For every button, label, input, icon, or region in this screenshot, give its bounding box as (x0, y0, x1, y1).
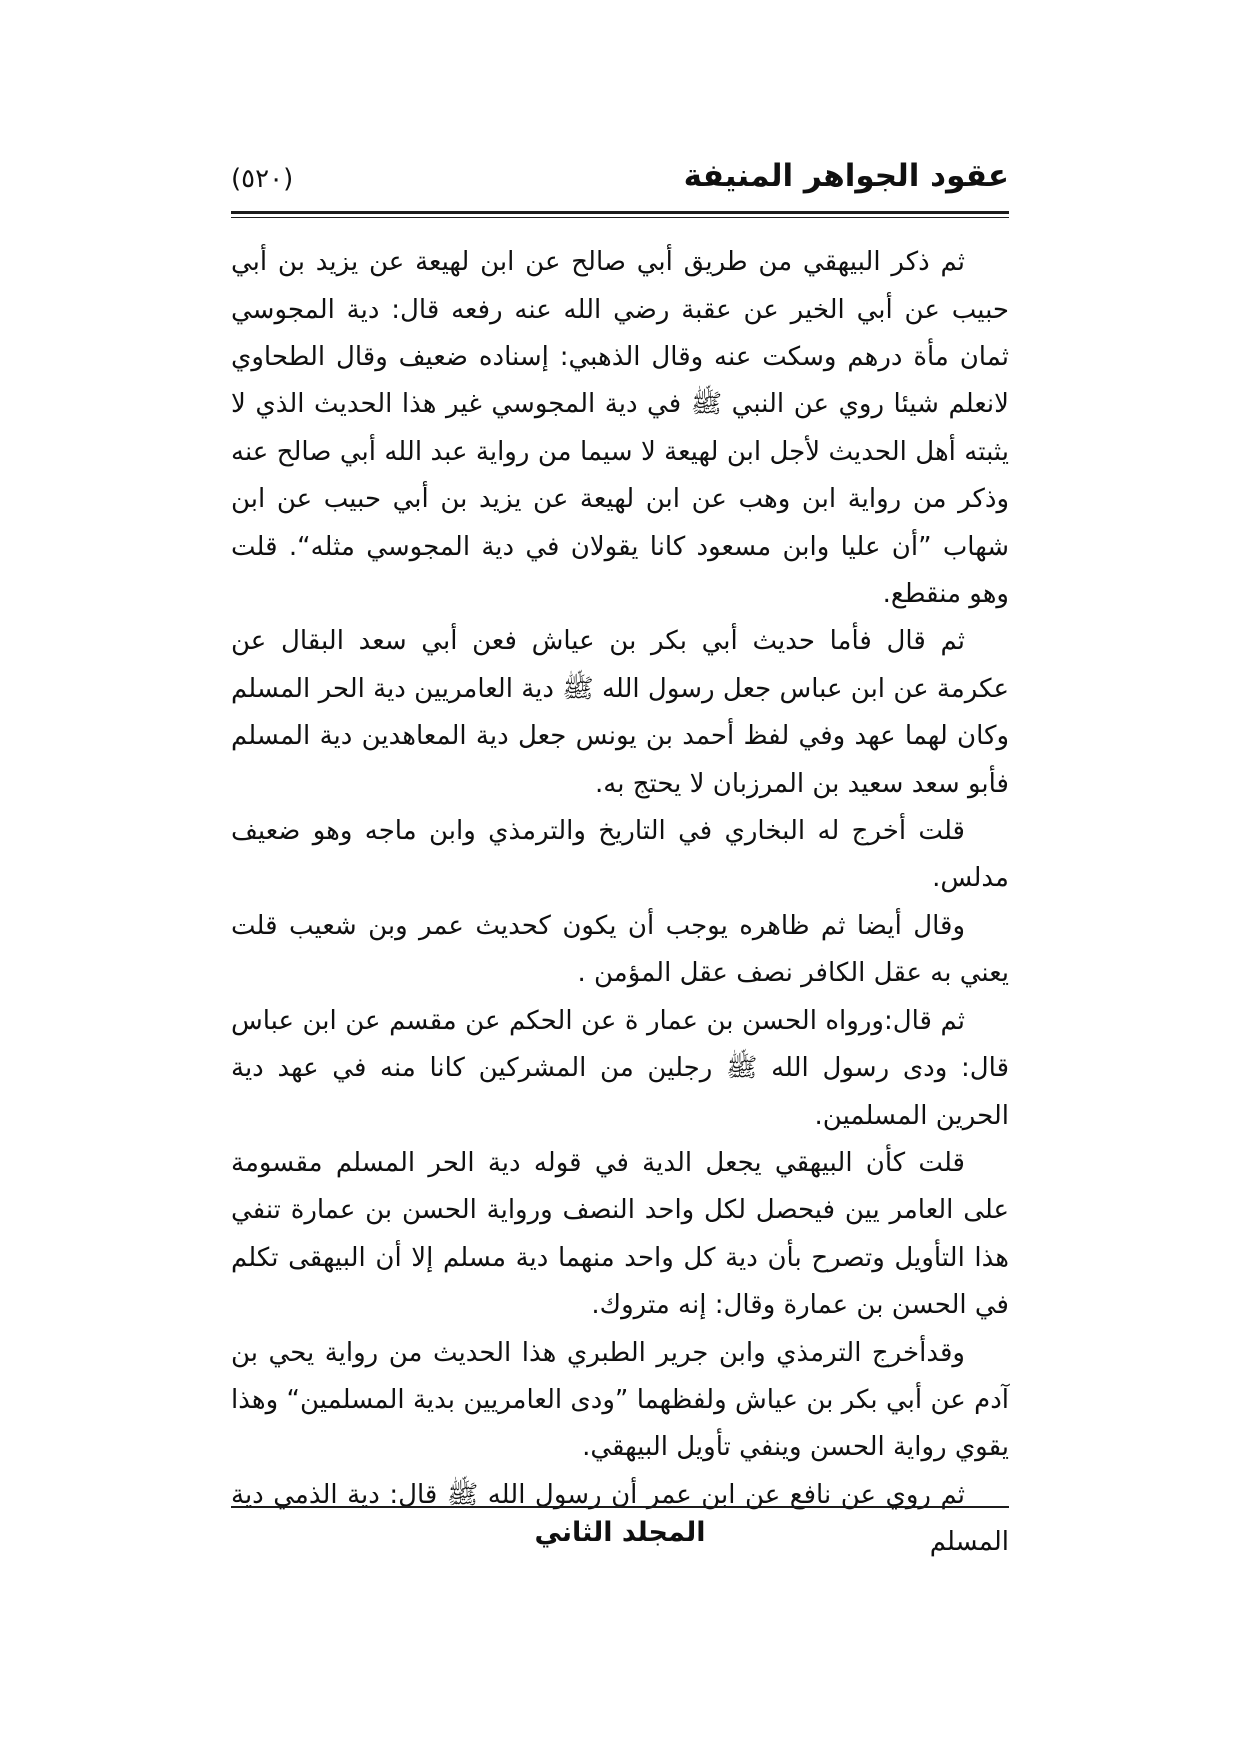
paragraph: ثم ذكر البيهقي من طريق أبي صالح عن ابن لهيعة عن يزيد بن أبي حبيب عن أبي الخير عن عقبة رضي الله عنه رفعه قال: دية المجوسي ثمان مأة درهم وسكت عنه وقال الذهبي: إسناده ضعيف وقال الطحاوي لانعلم شيئا روي عن النبي ﷺ في دية المجوسي غير هذا الحديث الذي لا يثبته أهل الحديث لأجل ابن لهيعة لا سيما من رواية عبد الله أبي صالح عنه وذكر من رواية ابن وهب عن ابن لهيعة عن يزيد بن أبي حبيب عن ابن شهاب ”أن عليا وابن مسعود كانا يقولان في دية المجوسي مثله“. قلت وهو منقطع. (231, 247, 1009, 610)
page-content (231, 0, 1009, 1567)
paragraph: ثم روي عن نافع عن ابن عمر أن رسول الله ﷺ قال: دية الذمي دية المسلم (231, 1479, 1009, 1558)
volume-label: المجلد الثاني (534, 1517, 706, 1548)
page-header (231, 0, 1009, 195)
body-text (231, 239, 1009, 1566)
paragraph: قلت أخرج له البخاري في التاريخ والترمذي وابن ماجه وهو ضعيف مدلس. (231, 816, 1009, 894)
header-divider (231, 211, 1009, 218)
book-title: عقود الجواهر المنيفة (683, 158, 1009, 194)
paragraph: وقال أيضا ثم ظاهره يوجب أن يكون كحديث عمر وبن شعيب قلت يعني به عقل الكافر نصف عقل المؤمن . (231, 910, 1009, 989)
paragraph: ثم قال فأما حديث أبي بكر بن عياش فعن أبي سعد البقال عن عكرمة عن ابن عباس جعل رسول الله ﷺ دية العامريين دية الحر المسلم وكان لهما عهد وفي لفظ أحمد بن يونس جعل دية المعاهدين دية المسلم فأبو سعد سعيد بن المرزبان لا يحتج به. (231, 626, 1009, 799)
page-footer (231, 1506, 1009, 1548)
footer-divider (231, 1506, 1009, 1508)
page-number: (٥٢٠) (231, 164, 294, 194)
paragraph: ثم قال:ورواه الحسن بن عمار ة عن الحكم عن مقسم عن ابن عباس قال: ودى رسول الله ﷺ رجلين من المشركين كانا منه في عهد دية الحرين المسلمين. (231, 1005, 1009, 1131)
paragraph: وقدأخرج الترمذي وابن جرير الطبري هذا الحديث من رواية يحي بن آدم عن أبي بكر بن عياش ولفظهما ”ودى العامريين بدية المسلمين“ وهذا يقوي رواية الحسن وينفي تأويل البيهقي. (231, 1337, 1009, 1463)
paragraph: قلت كأن البيهقي يجعل الدية في قوله دية الحر المسلم مقسومة على العامر يين فيحصل لكل واحد النصف ورواية الحسن بن عمارة تنفي هذا التأويل وتصرح بأن دية كل واحد منهما دية مسلم إلا أن البيهقى تكلم في الحسن بن عمارة وقال: إنه متروك. (231, 1147, 1009, 1321)
